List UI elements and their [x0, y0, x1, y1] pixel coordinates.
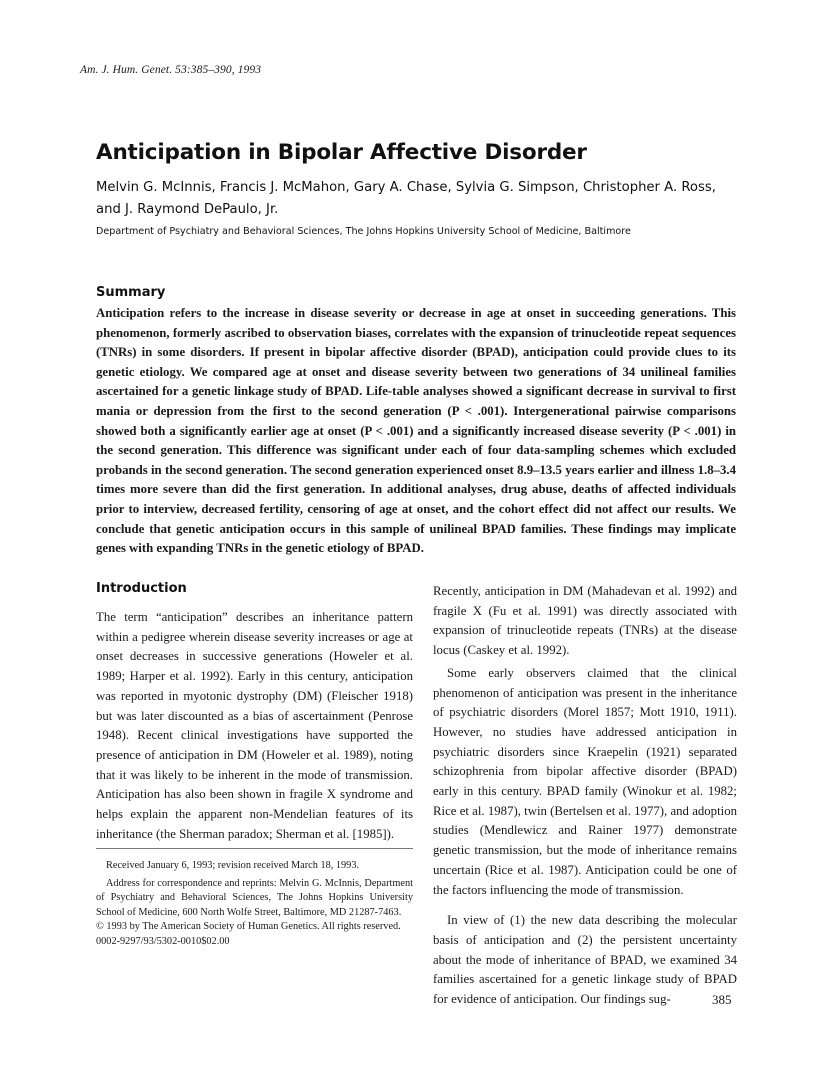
footnote-divider	[96, 848, 413, 849]
journal-citation: Am. J. Hum. Genet. 53:385–390, 1993	[80, 64, 262, 76]
left-column	[96, 608, 413, 844]
intro-paragraph-1: The term “anticipation” describes an inheritance pattern within a pedigree wherein disease severity increases or age at onset decreases in successive generations (Howeler et al. 1989; Harper et al. 1992). Early in this century, anticipation was reported in myotonic dystrophy (DM) (Fleischer 1918) but was later discounted as a bias of ascertainment (Penrose 1948). Recent clinical investigations have supported the presence of anticipation in DM (Howeler et al. 1989), noting that it was likely to be inherent in the mode of transmission. Anticipation has also been shown in fragile X syndrome and helps explain the apparent non-Mendelian features of its inheritance (the Sherman paradox; Sherman et al. [1985]).	[96, 610, 413, 841]
summary-heading: Summary	[96, 285, 166, 300]
received-dates: Received January 6, 1993; revision received March 18, 1993.	[106, 860, 360, 871]
issn-code: 0002-9297/93/5302-0010$02.00	[96, 935, 230, 947]
intro-paragraph-3: Some early observers claimed that the clinical phenomenon of anticipation was present in the inheritance of psychiatric disorders (Morel 1857; Mott 1910, 1911). However, no studies have addressed anticipation in psychiatric disorders since Kraepelin (1921) separated schizophrenia from bipolar affective disorder (BPAD) early in this century. BPAD family (Winokur et al. 1982; Rice et al. 1987), twin (Bertelsen et al. 1977), and adoption studies (Mendlewicz and Rainer 1977) demonstrate genetic transmission, but the mode of inheritance remains uncertain (Rice et al. 1987). Anticipation could be one of the factors influencing the mode of transmission.	[433, 665, 737, 897]
introduction-heading: Introduction	[96, 581, 187, 596]
author-list: Melvin G. McInnis, Francis J. McMahon, Gary A. Chase, Sylvia G. Simpson, Christopher A. Ross, and J. Raymond DePaulo, Jr.	[96, 180, 716, 217]
intro-paragraph-2: Recently, anticipation in DM (Mahadevan et al. 1992) and fragile X (Fu et al. 1991) was directly associated with expansion of trinucleotide repeats (TNRs) at the disease locus (Caskey et al. 1992).	[433, 584, 737, 658]
right-column	[433, 582, 737, 1010]
author-affiliation: Department of Psychiatry and Behavioral Sciences, The Johns Hopkins University School of Medicine, Baltimore	[96, 226, 631, 237]
correspondence-address: Address for correspondence and reprints: Melvin G. McInnis, Department of Psychiatry and Behavioral Sciences, The Johns Hopkins University School of Medicine, 600 North Wolfe Street, Baltimore, MD 21287-7463.	[96, 877, 413, 918]
article-title: Anticipation in Bipolar Affective Disorder	[96, 140, 587, 165]
intro-paragraph-4: In view of (1) the new data describing the molecular basis of anticipation and (2) the persistent uncertainty about the mode of inheritance of BPAD, we examined 34 families ascertained for a genetic linkage study of BPAD for evidence of anticipation. Our findings sug-	[433, 913, 737, 1007]
copyright-notice: © 1993 by The American Society of Human Genetics. All rights reserved.	[96, 921, 401, 933]
page-number: 385	[712, 992, 732, 1007]
summary-text: Anticipation refers to the increase in disease severity or decrease in age at onset in succeeding generations. This phenomenon, formerly ascribed to observation biases, correlates with the expansion of trinucleotide repeat sequences (TNRs) in some disorders. If present in bipolar affective disorder (BPAD), anticipation could provide clues to its genetic etiology. We compared age at onset and disease severity between two generations of 34 unilineal families ascertained for a genetic linkage study of BPAD. Life-table analyses showed a significant decrease in survival to first mania or depression from the first to the second generation (P < .001). Intergenerational pairwise comparisons showed both a significantly earlier age at onset (P < .001) and a significantly increased disease severity (P < .001) in the second generation. This difference was significant under each of four data-sampling schemes which excluded probands in the second generation. The second generation experienced onset 8.9–13.5 years earlier and illness 1.8–3.4 times more severe than did the first generation. In additional analyses, drug abuse, deaths of affected individuals prior to interview, decreased fertility, censoring of age at onset, and the cohort effect did not affect our results. We conclude that genetic anticipation occurs in this sample of unilineal BPAD families. These findings may implicate genes with expanding TNRs in the genetic etiology of BPAD.	[96, 306, 736, 556]
footnotes	[96, 859, 413, 950]
